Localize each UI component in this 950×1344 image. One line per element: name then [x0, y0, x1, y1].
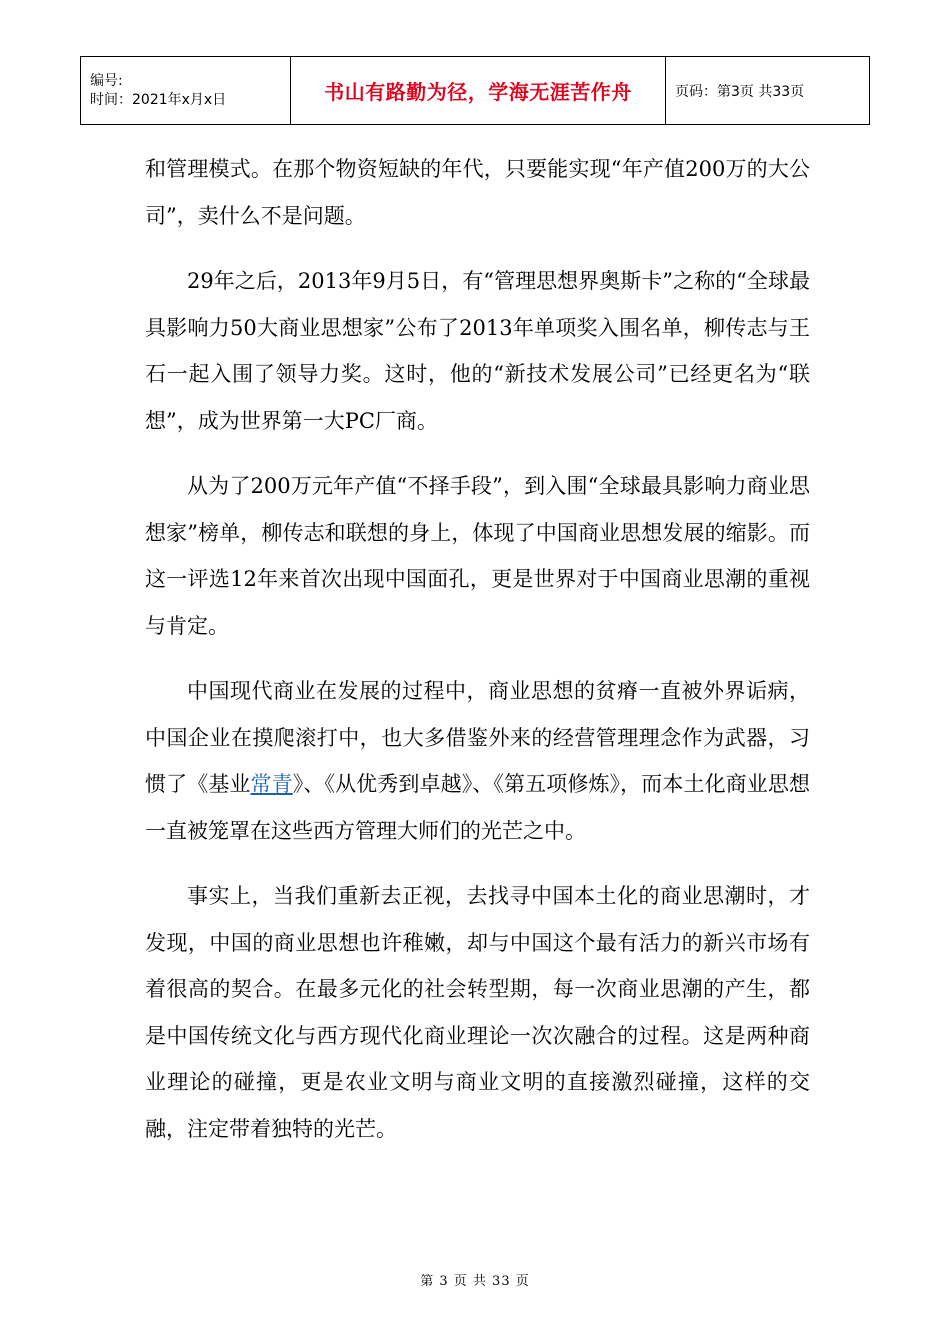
header-motto-cell — [291, 57, 666, 125]
paragraph-4-text-before: 中国现代商业在发展的过程中，商业思想的贫瘠一直被外界诟病，中国企业在摸爬滚打中，也大多借鉴外来的经营管理理念作为武器，习惯了《基业 — [145, 679, 810, 796]
page-footer: 第 3 页 共 33 页 — [420, 1274, 530, 1289]
header-meta-cell — [81, 57, 291, 125]
document-date-label: 时间：2021年x月x日 — [90, 91, 227, 108]
paragraph-2: 29年之后，2013年9月5日，有“管理思想界奥斯卡”之称的“全球最具影响力50大商业思想家”公布了2013年单项奖入围名单，柳传志与王石一起入围了领导力奖。这时，他的“新技术发展公司”已经更名为“联想”，成为世界第一大PC厂商。 — [145, 269, 810, 433]
document-body — [145, 146, 810, 1171]
paragraph-1: 和管理模式。在那个物资短缺的年代，只要能实现“年产值200万的大公司”，卖什么不是问题。 — [145, 157, 810, 228]
paragraph-4-text-after: 》、《从优秀到卓越》、《第五项修炼》，而本土化商业思想一直被笼罩在这些西方管理大师们的光芒之中。 — [145, 772, 811, 843]
paragraph-3: 从为了200万元年产值“不择手段”，到入围“全球最具影响力商业思想家”榜单，柳传志和联想的身上，体现了中国商业思想发展的缩影。而这一评选12年来首次出现中国面孔，更是世界对于中国商业思潮的重视与肯定。 — [145, 474, 810, 638]
document-number-label: 编号: — [90, 72, 123, 89]
paragraph-5: 事实上，当我们重新去正视，去找寻中国本土化的商业思潮时，才发现，中国的商业思想也许稚嫩，却与中国这个最有活力的新兴市场有着很高的契合。在最多元化的社会转型期，每一次商业思潮的产生，都是中国传统文化与西方现代化商业理论一次次融合的过程。这是两种商业理论的碰撞，更是农业文明与商业文明的直接激烈碰撞，这样的交融，注定带着独特的光芒。 — [145, 884, 810, 1141]
document-header — [80, 56, 870, 125]
evergreen-link[interactable]: 常青 — [250, 772, 293, 796]
header-page-info: 页码：第3页 共33页 — [666, 57, 870, 125]
paragraph-4 — [145, 668, 810, 854]
header-motto: 书山有路勤为径，学海无涯苦作舟 — [324, 80, 632, 104]
